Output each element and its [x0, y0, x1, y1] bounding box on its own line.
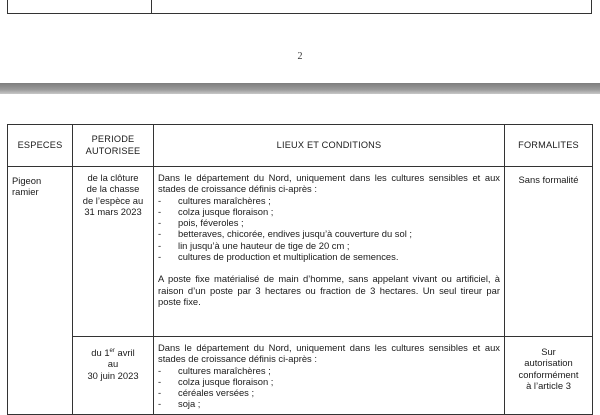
species-cell [8, 167, 73, 415]
period-line: de la clôture [87, 172, 139, 183]
conditions-intro: Dans le département du Nord, uniquement dans les cultures sensibles et aux stades de croissance définis ci-après : [158, 172, 500, 195]
species-line1: Pigeon [12, 175, 42, 186]
period-au: au [107, 358, 119, 370]
period-line: de l’espèce au [82, 194, 144, 206]
list-item: - colza jusque floraison ; [158, 376, 500, 387]
period-start-day: du 1 [91, 347, 110, 358]
crop-list [158, 365, 500, 410]
header-formalites: FORMALITES [505, 125, 593, 167]
page-separator [0, 83, 600, 94]
formalites-cell: Sans formalité [505, 167, 593, 337]
list-item: - pois, féveroles ; [158, 217, 500, 228]
list-item: - soja ; [158, 398, 500, 409]
previous-page-bottom [0, 0, 600, 84]
period-start-month: avril [114, 347, 135, 358]
period-start-sup: er [109, 348, 115, 354]
period-line: de la chasse [86, 183, 140, 195]
list-item: - cultures maraîchères ; [158, 195, 500, 206]
conditions-text: A poste fixe matérialisé de main d’homme, sans appelant vivant ou artificiel, à raison d’un poste par 3 hectares ou fraction de 3 hectares. Un seul tireur par poste fixe. [158, 273, 500, 307]
list-item: - colza jusque floraison ; [158, 206, 500, 217]
list-item: - betteraves, chicorée, endives jusqu’à couverture du sol ; [158, 228, 500, 239]
list-item: - lin jusqu’à une hauteur de tige de 20 cm ; [158, 240, 500, 251]
formalites-line: autorisation [524, 357, 573, 369]
formalites-line: à l’article 3 [526, 379, 571, 391]
list-item: - cultures maraîchères ; [158, 365, 500, 376]
table-header-row [8, 125, 593, 167]
header-especes: ESPECES [8, 125, 73, 167]
previous-table-bottom-edge [7, 0, 592, 14]
period-end: 30 juin 2023 [87, 369, 139, 381]
formalites-line: Sur [541, 346, 556, 357]
paragraph-gap [158, 262, 500, 273]
page-number: 2 [297, 51, 303, 62]
header-periode-line2: AUTORISEE [85, 145, 141, 156]
conditions-intro: Dans le département du Nord, uniquement dans les cultures sensibles et aux stades de croissance définis ci-après : [158, 342, 500, 365]
conditions-cell [154, 337, 505, 415]
table-row [8, 337, 593, 415]
species-line2: ramier [12, 186, 39, 198]
header-lieux: LIEUX ET CONDITIONS [154, 125, 505, 167]
previous-table-column-divider [151, 0, 152, 14]
formalites-line: conformément [518, 368, 579, 380]
page-top-margin [0, 94, 600, 124]
regulation-table [7, 124, 593, 415]
conditions-cell [154, 167, 505, 337]
formalites-cell [505, 337, 593, 415]
table-row [8, 167, 593, 337]
list-item: - céréales versées ; [158, 387, 500, 398]
crop-list [158, 195, 500, 263]
period-start [91, 347, 134, 358]
period-cell [73, 337, 154, 415]
period-cell [73, 167, 154, 337]
header-periode [73, 125, 154, 167]
header-periode-line1: PERIODE [91, 134, 135, 145]
list-item: - cultures de production et multiplication de semences. [158, 251, 500, 262]
period-line: 31 mars 2023 [84, 205, 142, 217]
